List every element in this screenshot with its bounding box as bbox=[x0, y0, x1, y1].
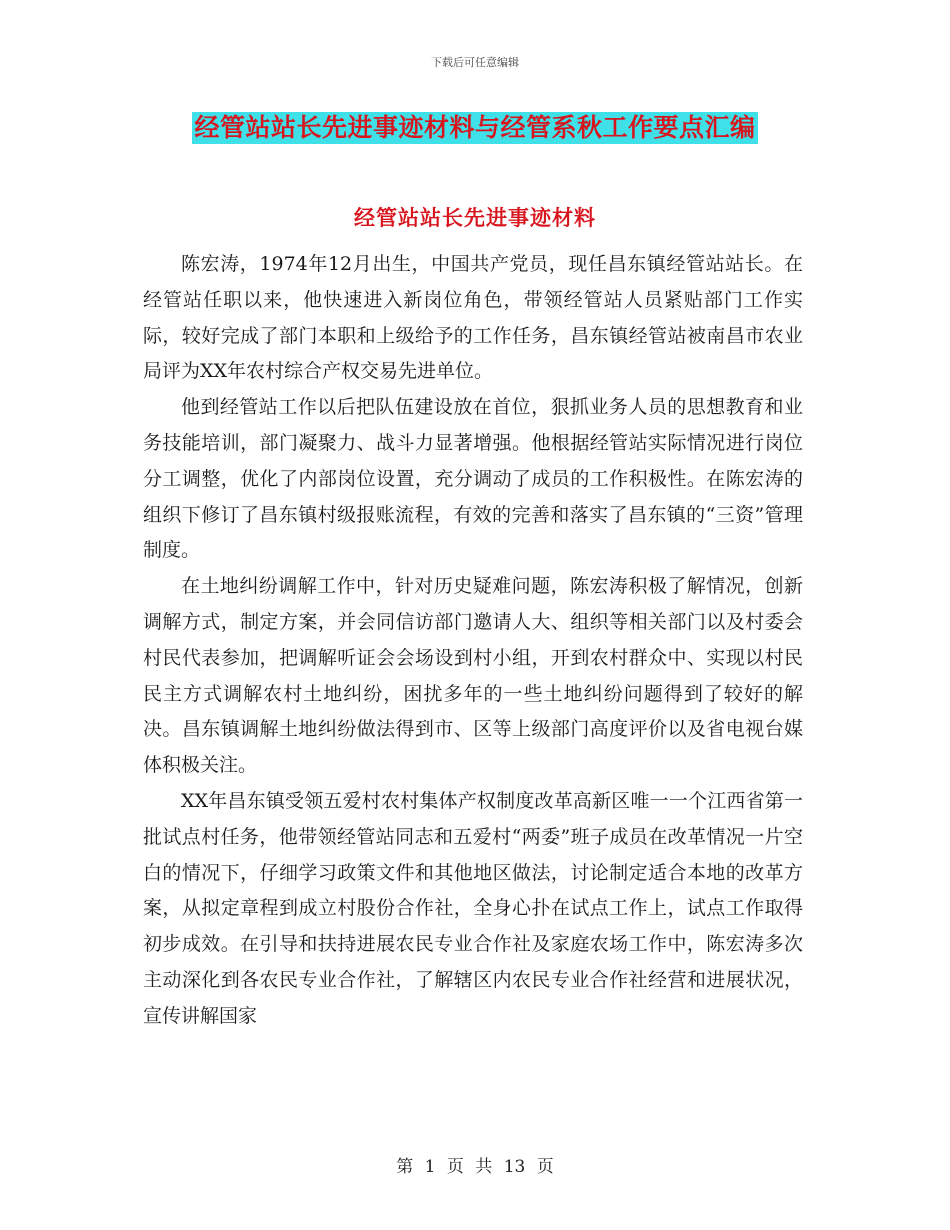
main-title: 经管站站长先进事迹材料与经管系秋工作要点汇编 bbox=[194, 113, 756, 142]
paragraph: 陈宏涛，1974年12月出生，中国共产党员，现任昌东镇经管站站长。在经管站任职以来，他快速进入新岗位角色，带领经管站人员紧贴部门工作实际，较好完成了部门本职和上级给予的工作任务，昌东镇经管站被南昌市农业局评为XX年农村综合产权交易先进单位。 bbox=[143, 253, 803, 383]
body-text bbox=[143, 247, 803, 1035]
header-note: 下载后可任意编辑 bbox=[431, 56, 519, 69]
main-title-wrapper bbox=[0, 112, 950, 144]
paragraph: 他到经管站工作以后把队伍建设放在首位，狠抓业务人员的思想教育和业务技能培训，部门凝聚力、战斗力显著增强。他根据经管站实际情况进行岗位分工调整，优化了内部岗位设置，充分调动了成员的工作积极性。在陈宏涛的组织下修订了昌东镇村级报账流程，有效的完善和落实了昌东镇的“三资”管理制度。 bbox=[143, 396, 803, 562]
paragraph: XX年昌东镇受领五爱村农村集体产权制度改革高新区唯一一个江西省第一批试点村任务，他带领经管站同志和五爱村“两委”班子成员在改革情况一片空白的情况下，仔细学习政策文件和其他地区做法，讨论制定适合本地的改革方案，从拟定章程到成立村股份合作社，全身心扑在试点工作上，试点工作取得初步成效。在引导和扶持进展农民专业合作社及家庭农场工作中，陈宏涛多次主动深化到各农民专业合作社，了解辖区内农民专业合作社经营和进展状况，宣传讲解国家 bbox=[143, 789, 803, 1027]
page-footer: 第 1 页 共 13 页 bbox=[396, 1157, 554, 1177]
paragraph: 在土地纠纷调解工作中，针对历史疑难问题，陈宏涛积极了解情况，创新调解方式，制定方案，并会同信访部门邀请人大、组织等相关部门以及村委会村民代表参加，把调解听证会会场设到村小组，开到农村群众中、实现以村民民主方式调解农村土地纠纷，困扰多年的一些土地纠纷问题得到了较好的解决。昌东镇调解土地纠纷做法得到市、区等上级部门高度评价以及省电视台媒体积极关注。 bbox=[143, 575, 803, 777]
section-title: 经管站站长先进事迹材料 bbox=[354, 205, 596, 230]
